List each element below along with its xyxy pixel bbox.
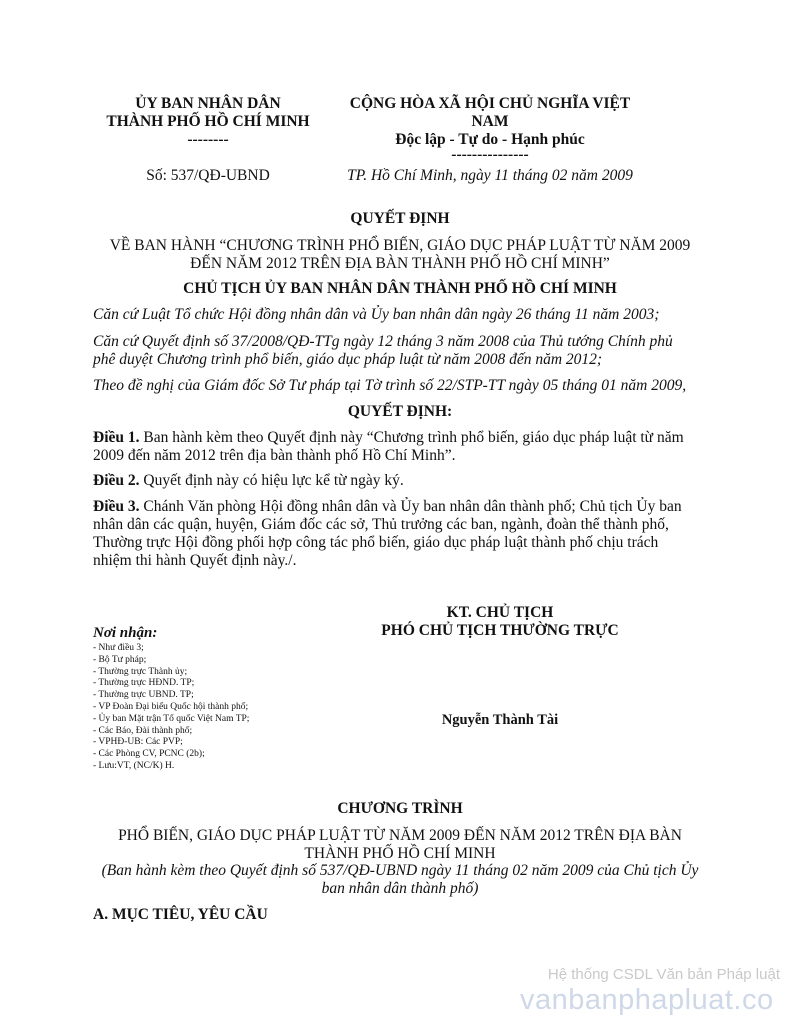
- issuer-block: [98, 95, 318, 149]
- decision-subject-line2: ĐẾN NĂM 2012 TRÊN ĐỊA BÀN THÀNH PHỐ HỒ CHÍ MINH”: [190, 255, 610, 272]
- article-3-text-line3: Thường trực Hội đồng phối hợp công tác phổ biến, giáo dục pháp luật thành phố chịu trách: [93, 534, 659, 551]
- program-issuance-note: [80, 862, 720, 898]
- issuer-separator: --------: [187, 131, 229, 148]
- list-item: - Lưu:VT, (NC/K) H.: [93, 760, 175, 771]
- list-item: - Thường trực HĐND. TP;: [93, 678, 195, 689]
- list-item: - VP Đoàn Đại biểu Quốc hội thành phố;: [93, 701, 249, 712]
- decides-heading: QUYẾT ĐỊNH:: [347, 403, 453, 420]
- legal-basis-3: Theo đề nghị của Giám đốc Sở Tư pháp tại Tờ trình số 22/STP-TT ngày 05 tháng 01 năm 2009,: [93, 377, 687, 394]
- national-name-line2: NAM: [471, 113, 509, 130]
- program-subtitle-line1: PHỔ BIẾN, GIÁO DỤC PHÁP LUẬT TỪ NĂM 2009 ĐẾN NĂM 2012 TRÊN ĐỊA BÀN: [118, 827, 682, 844]
- issue-date: TP. Hồ Chí Minh, ngày 11 tháng 02 năm 2009: [347, 167, 633, 184]
- legal-basis-2: [93, 333, 715, 369]
- signature-title-line1: KT. CHỦ TỊCH: [446, 604, 554, 621]
- issuer-city: THÀNH PHỐ HỒ CHÍ MINH: [106, 113, 310, 130]
- program-issuance-note-line2: ban nhân dân thành phố): [321, 880, 479, 897]
- article-1: [93, 429, 715, 465]
- watermark-caption: Hệ thống CSDL Văn bản Pháp luật: [547, 966, 780, 983]
- legal-basis-1: Căn cứ Luật Tổ chức Hội đồng nhân dân và Ủy ban nhân dân ngày 26 tháng 11 năm 2003;: [93, 306, 660, 323]
- decision-subject: [80, 237, 720, 273]
- article-2: [93, 472, 715, 490]
- article-3-text: Chánh Văn phòng Hội đồng nhân dân và Ủy ban nhân dân thành phố; Chủ tịch Ủy ban: [139, 498, 682, 515]
- decision-subject-line1: VỀ BAN HÀNH “CHƯƠNG TRÌNH PHỔ BIẾN, GIÁO DỤC PHÁP LUẬT TỪ NĂM 2009: [109, 237, 691, 254]
- national-heading: [330, 95, 650, 161]
- program-subtitle: [80, 827, 720, 863]
- list-item: - Thường trực UBND. TP;: [93, 690, 194, 701]
- article-3-label: Điều 3.: [93, 498, 140, 515]
- list-item: - Ủy ban Mặt trận Tổ quốc Việt Nam TP;: [93, 713, 250, 724]
- signature-block: [360, 604, 640, 640]
- list-item: - Bộ Tư pháp;: [93, 654, 147, 665]
- article-3-text-line4: nhiệm thi hành Quyết định này./.: [93, 552, 297, 569]
- legal-basis-2-line1: Căn cứ Quyết định số 37/2008/QĐ-TTg ngày 12 tháng 3 năm 2008 của Thủ tướng Chính phủ: [93, 333, 673, 350]
- article-2-text: Quyết định này có hiệu lực kể từ ngày ký.: [139, 472, 404, 489]
- document-number: Số: 537/QĐ-UBND: [146, 167, 270, 184]
- signer-name: Nguyễn Thành Tài: [441, 712, 559, 728]
- recipients-list: [93, 643, 333, 773]
- national-name-line1: CỘNG HÒA XÃ HỘI CHỦ NGHĨA VIỆT: [349, 95, 631, 112]
- list-item: - Các Báo, Đài thành phố;: [93, 725, 193, 736]
- watermark-site: vanbanphapluat.co: [520, 984, 774, 1016]
- legal-basis-2-line2: phê duyệt Chương trình phổ biến, giáo dục pháp luật từ năm 2008 đến năm 2012;: [93, 351, 603, 368]
- article-3-text-line2: nhân dân các quận, huyện, Giám đốc các sở, Thủ trưởng các ban, ngành, đoàn thể thành phố,: [93, 516, 669, 533]
- decision-title: QUYẾT ĐỊNH: [350, 210, 450, 227]
- article-1-label: Điều 1.: [93, 429, 140, 446]
- motto-separator: ---------------: [451, 146, 529, 163]
- program-issuance-note-line1: (Ban hành kèm theo Quyết định số 537/QĐ-UBND ngày 11 tháng 02 năm 2009 của Chủ tịch Ủy: [101, 862, 699, 879]
- decision-authority: CHỦ TỊCH ỦY BAN NHÂN DÂN THÀNH PHỐ HỒ CHÍ MINH: [183, 280, 617, 297]
- article-2-label: Điều 2.: [93, 472, 140, 489]
- article-1-text-line2: 2009 đến năm 2012 trên địa bàn thành phố Hồ Chí Minh”.: [93, 447, 456, 464]
- list-item: - Thường trực Thành ủy;: [93, 666, 188, 677]
- recipients-heading: Nơi nhận:: [93, 625, 158, 641]
- list-item: - Như điều 3;: [93, 643, 144, 653]
- article-1-text: Ban hành kèm theo Quyết định này “Chương trình phổ biến, giáo dục pháp luật từ năm: [139, 429, 684, 446]
- program-subtitle-line2: THÀNH PHỐ HỒ CHÍ MINH: [304, 845, 496, 862]
- national-motto: Độc lập - Tự do - Hạnh phúc: [395, 131, 585, 148]
- section-a-heading: A. MỤC TIÊU, YÊU CẦU: [93, 906, 268, 923]
- article-3: [93, 498, 715, 570]
- signature-title-line2: PHÓ CHỦ TỊCH THƯỜNG TRỰC: [381, 622, 619, 639]
- program-title: CHƯƠNG TRÌNH: [337, 800, 463, 817]
- list-item: - VPHĐ-UB: Các PVP;: [93, 737, 183, 748]
- list-item: - Các Phòng CV, PCNC (2b);: [93, 749, 205, 760]
- issuer-name: ỦY BAN NHÂN DÂN: [135, 95, 281, 112]
